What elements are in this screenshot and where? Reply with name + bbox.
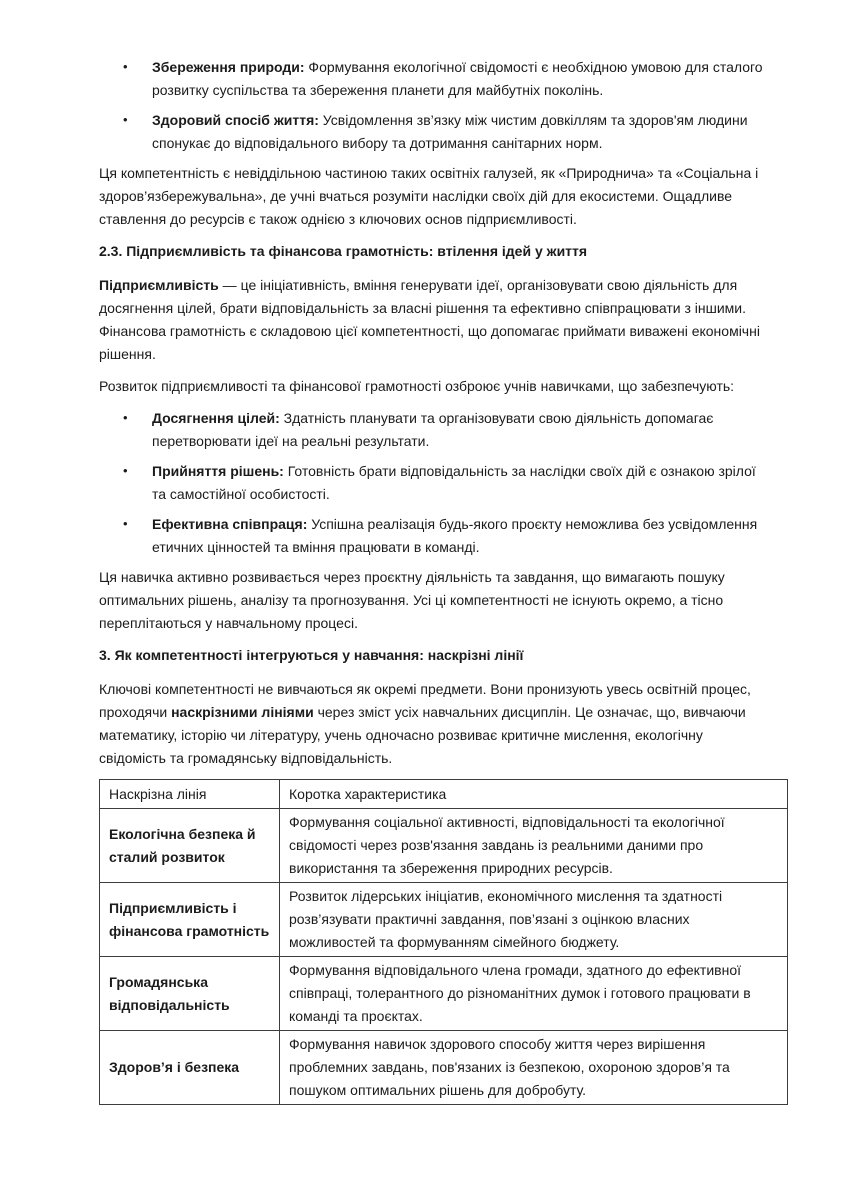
paragraph-ecology-summary: Ця компетентність є невіддільною частиною таких освітніх галузей, як «Природнича» та «Соціальна і здоров’язбережувальна», де учні вчаться розуміти наслідки своїх дій для екосистеми. Ощадливе ставлення до ресурсів є також однією з ключових основ підприємливості. xyxy=(99,165,759,227)
table-header-row xyxy=(100,780,788,809)
bullet-icon: • xyxy=(123,463,128,478)
table-cell-description: Формування відповідального члена громади, здатного до ефективної співпраці, толерантного до різноманітних думок і готового працювати в команді та проєктах. xyxy=(280,957,788,1031)
list-item-lead: Прийняття рішень: xyxy=(152,463,284,479)
table-row xyxy=(100,883,788,957)
bullet-list-skills xyxy=(99,407,767,559)
list-item-body: Усвідомлення зв’язку між чистим довкіллям та здоров'ям людини спонукає до відповідального вибору та дотримання санітарних норм. xyxy=(152,112,748,151)
bullet-icon: • xyxy=(123,59,128,74)
table-cell-description: Розвиток лідерських ініціатив, економічного мислення та здатності розв’язувати практичні завдання, пов’язані з оцінкою власних можливостей та формуванням сімейного бюджету. xyxy=(280,883,788,957)
list-item-body: Здатність планувати та організовувати свою діяльність допомагає перетворювати ідеї на реальні результати. xyxy=(152,410,714,449)
table-row xyxy=(100,957,788,1031)
table-row xyxy=(100,1031,788,1105)
list-item xyxy=(99,513,767,559)
list-item-lead: Здоровий спосіб життя: xyxy=(152,112,319,128)
table-cell-description: Формування навичок здорового способу життя через вирішення проблемних завдань, пов'язаних із безпекою, охороною здоров’я та пошуком оптимальних рішень для добробуту. xyxy=(280,1031,788,1105)
list-item-text xyxy=(152,516,757,555)
paragraph-body: — це ініціативність, вміння генерувати ідеї, організовувати свою діяльність для досягнення цілей, брати відповідальність за власні рішення та ефективно співпрацювати з іншими. Фінансова грамотність є складовою цієї компетентності, що допомагає приймати виважені економічні рішення. xyxy=(99,277,760,362)
table-header-line: Наскрізна лінія xyxy=(100,780,280,809)
list-item-lead: Досягнення цілей: xyxy=(152,410,280,426)
table-row xyxy=(100,809,788,883)
table-cell-line: Екологічна безпека й сталий розвиток xyxy=(100,809,280,883)
list-item-body: Формування екологічної свідомості є необхідною умовою для сталого розвитку суспільства та збереження планети для майбутніх поколінь. xyxy=(152,59,763,98)
list-item-text xyxy=(152,112,748,151)
list-item xyxy=(99,109,767,155)
table-cell-line: Здоров’я і безпека xyxy=(100,1031,280,1105)
section-heading-3: 3. Як компетентності інтегруються у навчання: наскрізні лінії xyxy=(99,647,524,663)
table-cell-line: Громадянська відповідальність xyxy=(100,957,280,1031)
bullet-list-ecology xyxy=(99,56,767,155)
list-item-text xyxy=(152,463,756,502)
list-item-body: Готовність брати відповідальність за наслідки своїх дій є ознакою зрілої та самостійної особистості. xyxy=(152,463,756,502)
list-item-text xyxy=(152,410,713,449)
list-item-lead: Збереження природи: xyxy=(152,59,305,75)
section-heading-2-3: 2.3. Підприємливість та фінансова грамотність: втілення ідей у життя xyxy=(99,243,588,259)
paragraph-cross-lines xyxy=(99,678,767,770)
paragraph-body: через зміст усіх навчальних дисциплін. Це означає, що, вивчаючи математику, історію чи літературу, учень одночасно розвиває критичне мислення, екологічну свідомість та громадянську відповідальність. xyxy=(99,704,746,766)
paragraph-entrepreneurship xyxy=(99,274,767,366)
table-header-description: Коротка характеристика xyxy=(280,780,788,809)
paragraph-develop-intro: Розвиток підприємливості та фінансової грамотності озброює учнів навичками, що забезпечують: xyxy=(99,378,735,394)
cross-lines-table xyxy=(99,779,788,1105)
table-cell-description: Формування соціальної активності, відповідальності та екологічної свідомості через розв'язання завдань із реальними даними про використання та збереження природних ресурсів. xyxy=(280,809,788,883)
list-item xyxy=(99,56,767,102)
list-item xyxy=(99,460,767,506)
list-item-lead: Ефективна співпраця: xyxy=(152,516,308,532)
bullet-icon: • xyxy=(123,516,128,531)
paragraph-bold-inline: наскрізними лініями xyxy=(171,704,314,720)
list-item-text xyxy=(152,59,763,98)
table-cell-line: Підприємливість і фінансова грамотність xyxy=(100,883,280,957)
bullet-icon: • xyxy=(123,112,128,127)
paragraph-skill-development: Ця навичка активно розвивається через проєктну діяльність та завдання, що вимагають пошуку оптимальних рішень, аналізу та прогнозування. Усі ці компетентності не існують окремо, а тісно переплітаються у навчальному процесі. xyxy=(99,569,725,631)
bullet-icon: • xyxy=(123,410,128,425)
list-item-body: Успішна реалізація будь-якого проєкту неможлива без усвідомлення етичних цінностей та вміння працювати в команді. xyxy=(152,516,758,555)
list-item xyxy=(99,407,767,453)
paragraph-body: Ключові компетентності не вивчаються як окремі предмети. Вони пронизують увесь освітній процес, проходячи xyxy=(99,681,751,720)
paragraph-lead: Підприємливість xyxy=(99,277,219,293)
